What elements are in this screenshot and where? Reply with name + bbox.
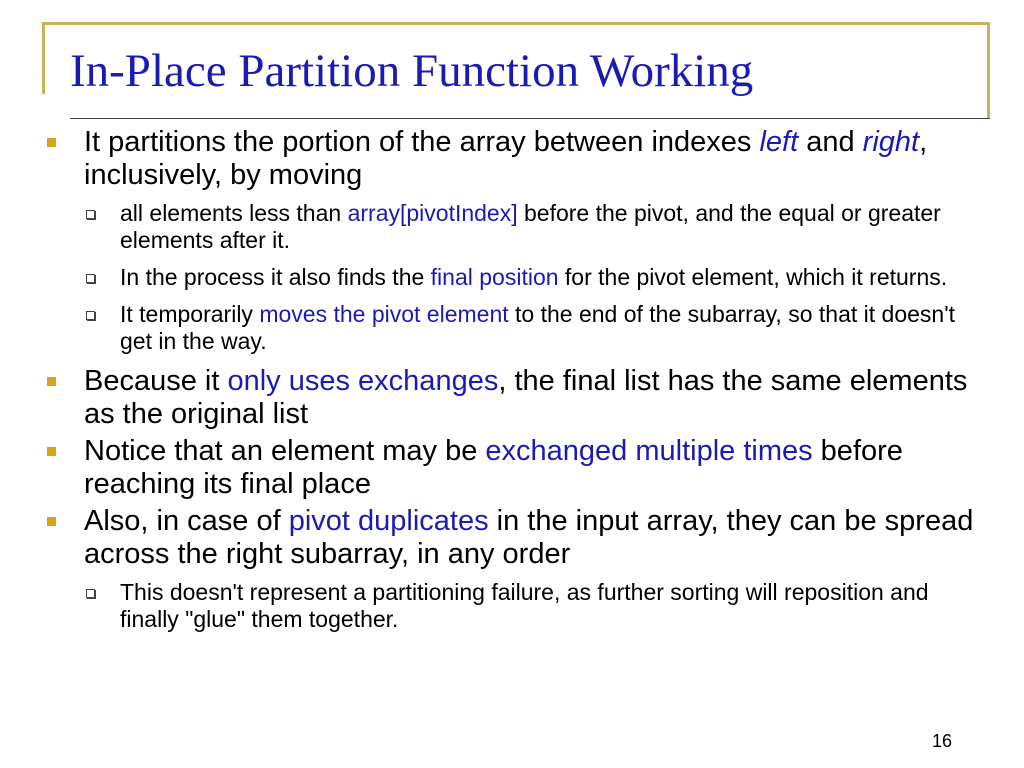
term-left: left bbox=[759, 126, 799, 158]
hollow-square-bullet-icon bbox=[86, 274, 95, 283]
square-bullet-icon bbox=[47, 447, 56, 456]
slide-title: In-Place Partition Function Working bbox=[70, 45, 754, 97]
slide-body bbox=[44, 126, 984, 643]
square-bullet-icon bbox=[47, 138, 56, 147]
term-right: right bbox=[862, 126, 920, 158]
frame-left-accent bbox=[42, 22, 45, 94]
frame-right-accent bbox=[987, 22, 990, 118]
bullet-multiple-exchanges: Notice that an element may be exchanged multiple times before reaching its final place bbox=[44, 435, 984, 501]
hollow-square-bullet-icon bbox=[86, 311, 95, 320]
page-number: 16 bbox=[932, 731, 953, 751]
sub-bullet-moves-pivot: It temporarily moves the pivot element to the end of the subarray, so that it doesn't get in the way. bbox=[44, 301, 984, 355]
sub-bullet-final-position: In the process it also finds the final position for the pivot element, which it returns. bbox=[44, 264, 984, 291]
frame-top-accent bbox=[42, 22, 990, 25]
sub-bullet-not-failure: This doesn't represent a partitioning failure, as further sorting will reposition and finally "glue" them together. bbox=[44, 579, 984, 633]
sub-bullet-less-than: all elements less than array[pivotIndex] before the pivot, and the equal or greater elements after it. bbox=[44, 200, 984, 254]
hollow-square-bullet-icon bbox=[86, 210, 95, 219]
bullet-partition-range: It partitions the portion of the array between indexes left and right, inclusively, by moving bbox=[44, 126, 984, 192]
square-bullet-icon bbox=[47, 517, 56, 526]
hollow-square-bullet-icon bbox=[86, 589, 95, 598]
sub-bullets-partition bbox=[44, 200, 984, 355]
bullet-exchanges: Because it only uses exchanges, the final list has the same elements as the original list bbox=[44, 365, 984, 431]
title-divider bbox=[70, 118, 990, 119]
sub-bullets-duplicates bbox=[44, 579, 984, 633]
square-bullet-icon bbox=[47, 377, 56, 386]
bullet-pivot-duplicates: Also, in case of pivot duplicates in the input array, they can be spread across the right subarray, in any order bbox=[44, 505, 984, 571]
